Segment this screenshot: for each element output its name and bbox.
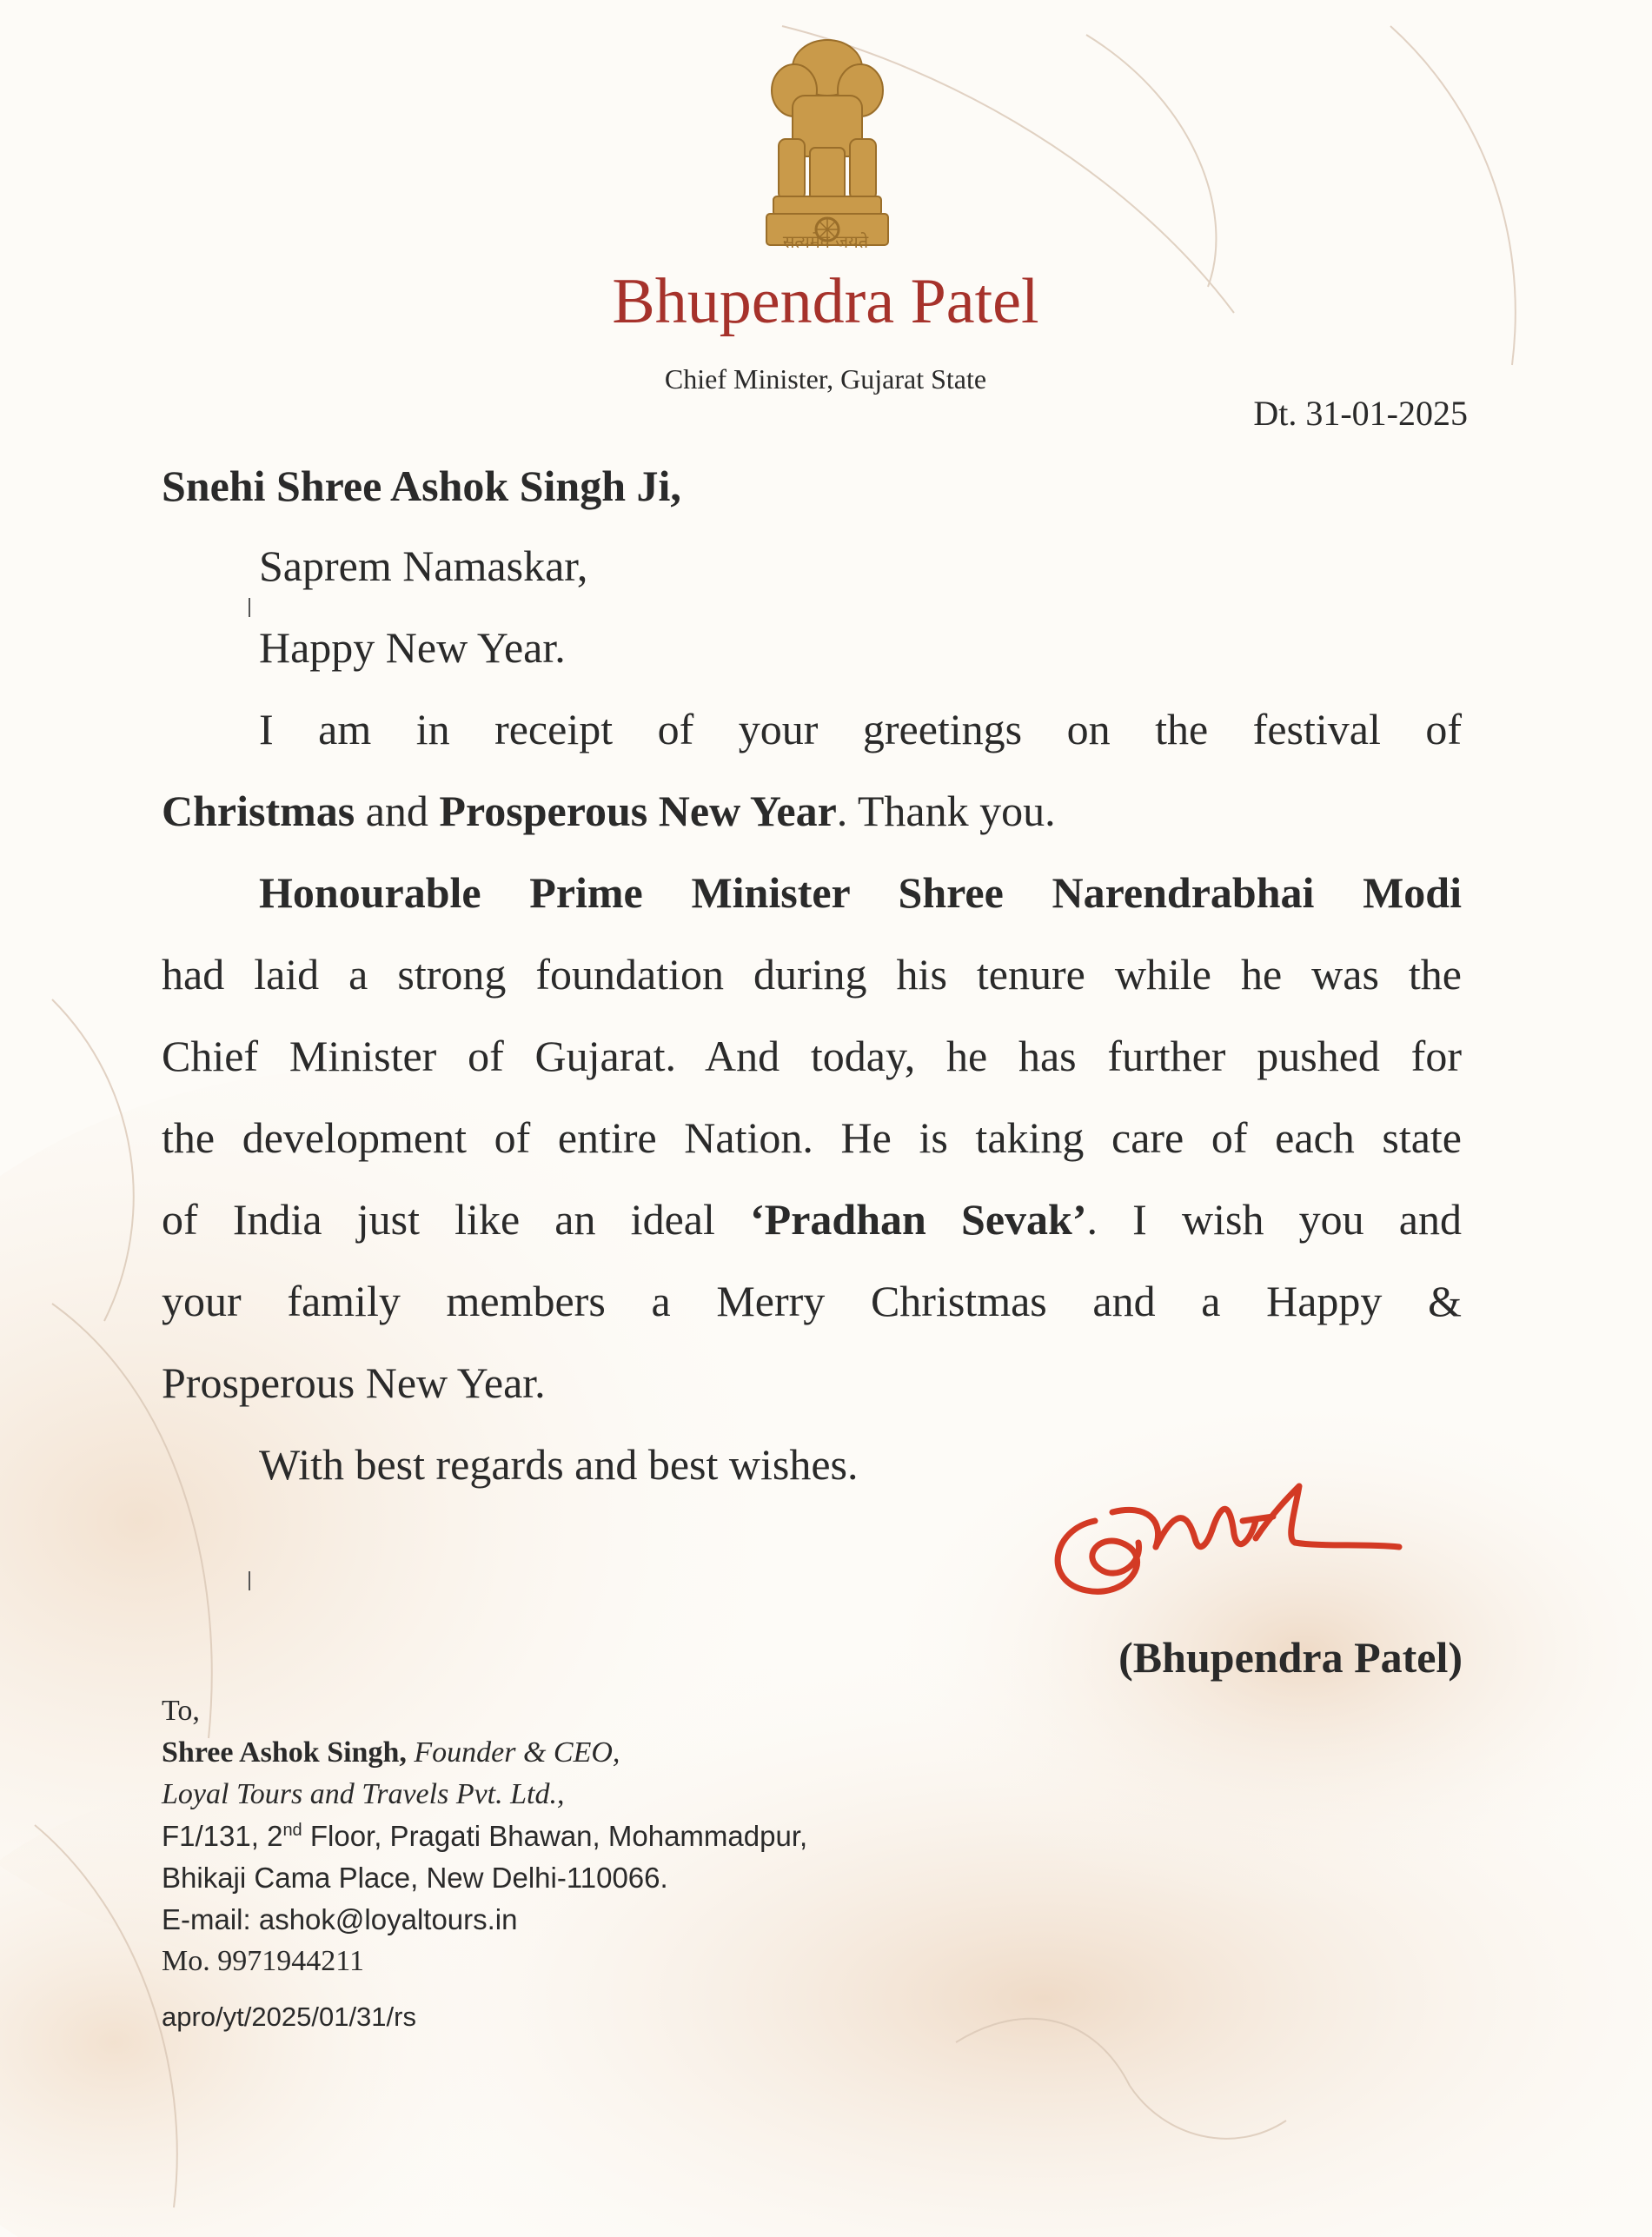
letter-date: Dt. 31-01-2025: [1253, 394, 1468, 433]
paragraph-2-line-6: your family members a Merry Christmas and a Happy &: [162, 1277, 1462, 1325]
handwritten-signature-icon: [1034, 1460, 1416, 1608]
new-year-greeting: Happy New Year.: [259, 623, 566, 672]
recipient-company: Loyal Tours and Travels Pvt. Ltd.,: [162, 1778, 565, 1810]
emphasis-prosperous-new-year: Prosperous New Year: [439, 787, 837, 835]
address-line-2: Bhikaji Cama Place, New Delhi-110066.: [162, 1862, 668, 1894]
emphasis-christmas: Christmas: [162, 787, 355, 835]
letterhead-title: Chief Minister, Gujarat State: [664, 363, 987, 395]
letterhead-name: Bhupendra Patel: [612, 266, 1039, 337]
closing: With best regards and best wishes.: [259, 1440, 859, 1489]
greeting: Snehi Shree Ashok Singh Ji,: [162, 461, 681, 510]
paragraph-2-line-3: Chief Minister of Gujarat. And today, he has further pushed for: [162, 1032, 1462, 1080]
paragraph-2-line-4: the development of entire Nation. He is taking care of each state: [162, 1113, 1462, 1162]
emphasis-pradhan-sevak: ‘Pradhan Sevak’: [750, 1195, 1087, 1244]
scan-mark: [249, 1571, 250, 1590]
paragraph-1-line-2: Christmas and Prosperous New Year. Thank you.: [162, 787, 1056, 835]
salutation: Saprem Namaskar,: [259, 541, 588, 590]
address-to: To,: [162, 1695, 200, 1727]
recipient-name: Shree Ashok Singh,: [162, 1736, 407, 1769]
recipient-mobile: Mo. 9971944211: [162, 1945, 364, 1977]
recipient-name-line: [162, 1736, 620, 1769]
address-line-1: F1/131, 2nd Floor, Pragati Bhawan, Mohammadpur,: [162, 1820, 808, 1852]
state-emblem-icon: [749, 35, 906, 262]
paragraph-1-line-1: I am in receipt of your greetings on the festival of: [259, 705, 1462, 753]
scan-mark: [249, 598, 250, 617]
recipient-email: E-mail: ashok@loyaltours.in: [162, 1903, 518, 1935]
recipient-designation: Founder & CEO,: [414, 1736, 620, 1769]
emblem-motto: सत्यमेव जयते: [782, 231, 869, 252]
paragraph-2-line-7: Prosperous New Year.: [162, 1358, 546, 1407]
reference-number: apro/yt/2025/01/31/rs: [162, 2001, 416, 2032]
paragraph-2-line-5: of India just like an ideal ‘Pradhan Sevak’. I wish you and: [162, 1195, 1462, 1244]
paragraph-2-line-2: had laid a strong foundation during his tenure while he was the: [162, 950, 1462, 999]
signatory-name: (Bhupendra Patel): [1118, 1633, 1463, 1682]
paragraph-2-line-1: Honourable Prime Minister Shree Narendrabhai Modi: [259, 868, 1462, 917]
